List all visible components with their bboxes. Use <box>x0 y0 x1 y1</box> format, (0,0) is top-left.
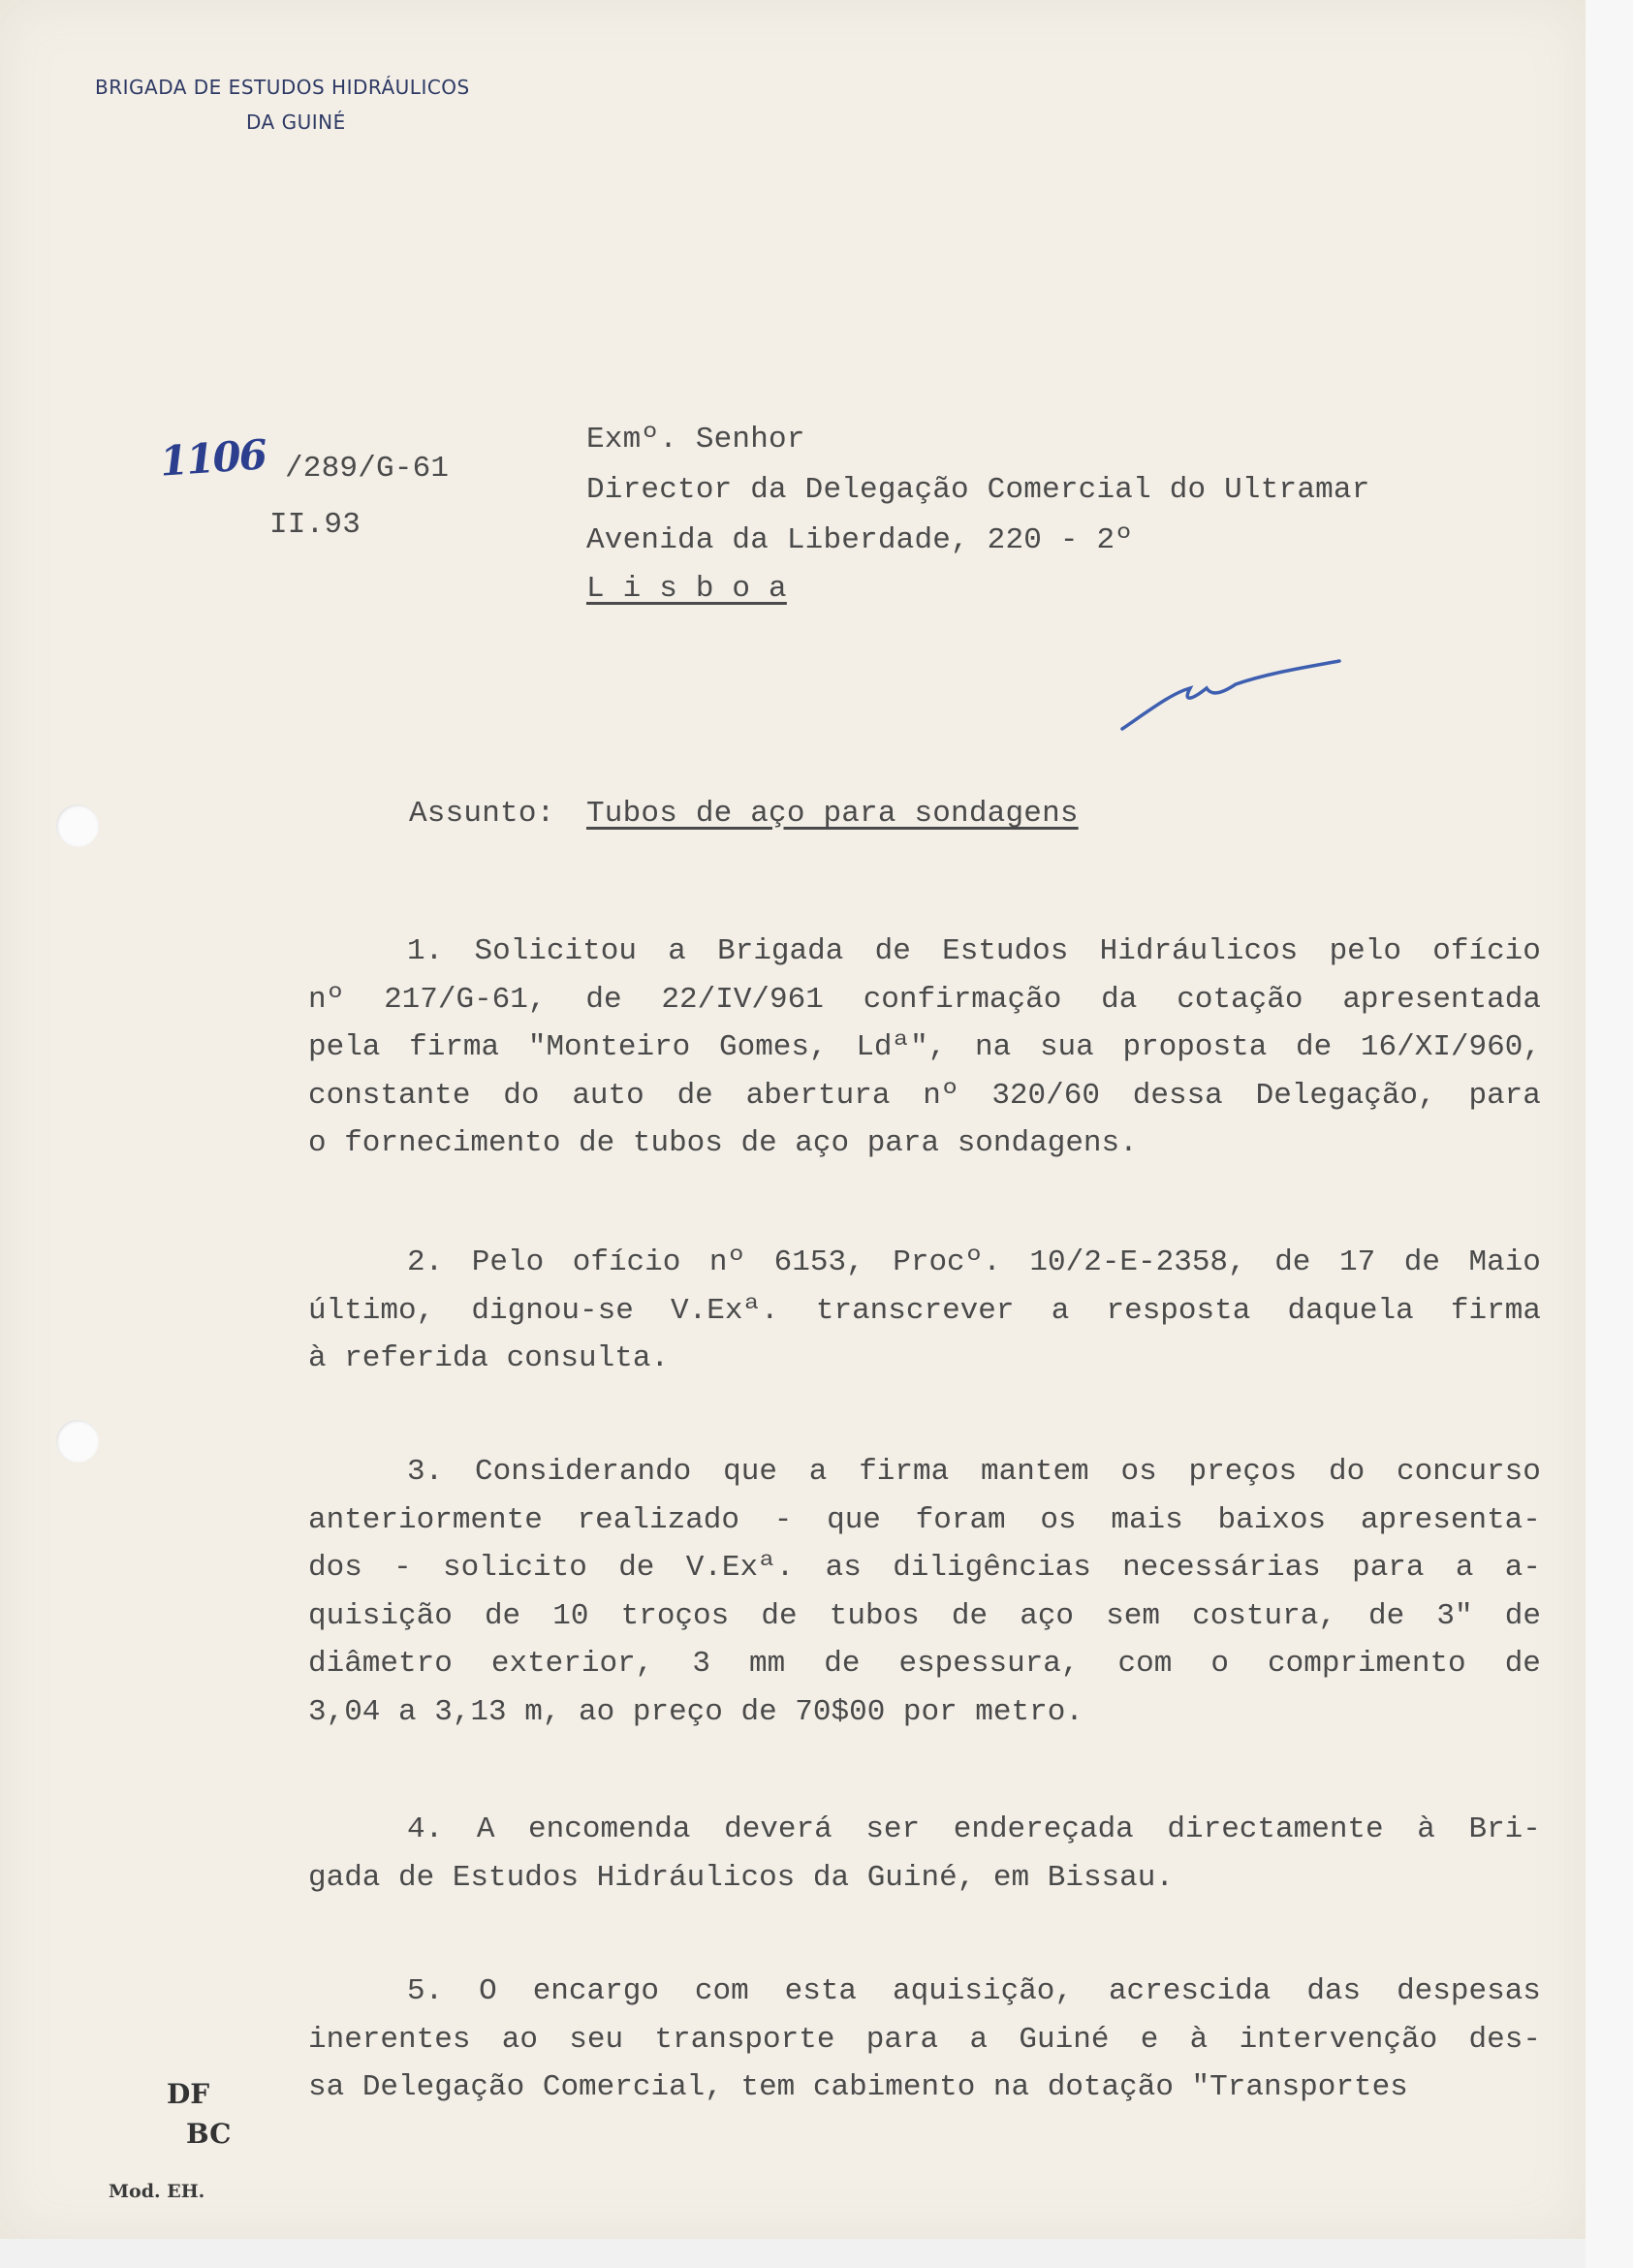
scan-margin <box>1586 0 1633 2268</box>
word: Considerando <box>475 1455 692 1489</box>
handwritten-reference-number: 1106 <box>158 430 267 486</box>
word: resposta <box>1106 1293 1251 1328</box>
word: 320/60 <box>991 1078 1100 1113</box>
word: metro. <box>975 1694 1083 1729</box>
word: concurso <box>1397 1455 1541 1489</box>
word: diligências <box>893 1551 1091 1585</box>
word: pelo <box>1329 934 1401 968</box>
word: 3 <box>692 1647 710 1681</box>
word: directamente <box>1167 1812 1384 1846</box>
word: com <box>1117 1647 1173 1681</box>
paragraph-line <box>308 1119 1541 1168</box>
word: da <box>812 1860 850 1895</box>
recipient-address: Avenida da Liberdade, 220 - 2º <box>586 523 1134 557</box>
word: 70$00 <box>795 1694 886 1729</box>
word: Estudos <box>942 934 1069 968</box>
word: de <box>740 1126 777 1160</box>
word: firma <box>859 1455 950 1489</box>
word: de <box>676 1078 713 1113</box>
word: O <box>479 1974 497 2008</box>
initials-line-2: BC <box>186 2118 232 2150</box>
word: proposta <box>1122 1030 1268 1064</box>
word: "Monteiro <box>527 1030 691 1064</box>
initials-line-1: DF <box>167 2078 210 2110</box>
word: de <box>1504 1598 1541 1633</box>
word: de <box>585 982 622 1017</box>
word: nº <box>708 1245 746 1279</box>
word: cotação <box>1177 982 1303 1017</box>
word: com <box>694 1974 749 2008</box>
word: de <box>618 1551 655 1585</box>
word: preços <box>1188 1455 1298 1489</box>
word: de <box>824 1647 861 1681</box>
word: sa <box>308 2070 345 2104</box>
word: gada <box>308 1860 381 1895</box>
paragraph-line <box>308 1024 1541 1072</box>
word: seu <box>569 2022 624 2057</box>
word: constante <box>308 1078 471 1113</box>
word: tem <box>740 2070 796 2104</box>
word: troços <box>620 1598 730 1633</box>
word: à <box>1417 1812 1435 1846</box>
word: mais <box>1111 1502 1183 1537</box>
word: Procº. <box>893 1245 1001 1279</box>
word: consulta. <box>506 1341 670 1375</box>
word: necessárias <box>1122 1551 1321 1585</box>
reference-code: /289/G-61 <box>285 452 450 486</box>
paragraph-line <box>308 1806 1541 1854</box>
word: de <box>398 1860 435 1895</box>
word: por <box>902 1694 958 1729</box>
word: aço <box>795 1126 850 1160</box>
subject-text: Tubos de aço para sondagens <box>586 797 1079 831</box>
word: des- <box>1468 2022 1541 2057</box>
word: as <box>825 1551 862 1585</box>
word: acrescida <box>1108 1974 1272 2008</box>
word: quisição <box>308 1598 453 1633</box>
word: de <box>1368 1598 1405 1633</box>
word: que <box>723 1455 777 1489</box>
word: apresenta- <box>1360 1502 1541 1537</box>
word: Delegação <box>361 2070 525 2104</box>
word: 17 <box>1338 1245 1376 1279</box>
paragraph-line <box>308 2016 1541 2064</box>
paragraph-line <box>308 1335 1541 1383</box>
word: de <box>1403 1245 1440 1279</box>
reference-file: II.93 <box>269 508 361 542</box>
word: 3" <box>1436 1598 1473 1633</box>
word: Bissau. <box>1047 1860 1174 1895</box>
word: 217/G-61, <box>384 982 547 1017</box>
word: 6153, <box>773 1245 864 1279</box>
word: da <box>1101 982 1138 1017</box>
word: apresentada <box>1342 982 1541 1017</box>
punch-hole-lower <box>56 1420 99 1463</box>
word: 16/XI/960, <box>1360 1030 1541 1064</box>
word: os <box>1120 1455 1157 1489</box>
paragraph-5 <box>308 1968 1541 2112</box>
word: costura, <box>1192 1598 1336 1633</box>
word: de <box>874 934 911 968</box>
word: Brigada <box>717 934 844 968</box>
paragraph-line <box>308 1640 1541 1688</box>
word: do <box>503 1078 540 1113</box>
paragraph-line <box>308 1239 1541 1287</box>
word: encomenda <box>528 1812 691 1846</box>
word: aquisição, <box>892 1974 1074 2008</box>
letterhead-line-1: BRIGADA DE ESTUDOS HIDRÁULICOS <box>95 76 470 99</box>
word: na <box>975 1030 1012 1064</box>
word: dos <box>308 1551 362 1585</box>
word: abertura <box>745 1078 891 1113</box>
paragraph-line <box>308 1072 1541 1120</box>
word: "Transportes <box>1191 2070 1408 2104</box>
word: exterior, <box>490 1647 654 1681</box>
word: 10 <box>552 1598 589 1633</box>
paragraph-2 <box>308 1239 1541 1383</box>
word: 1. <box>407 934 444 968</box>
scan-bottom-margin <box>0 2239 1586 2268</box>
word: 2. <box>407 1245 444 1279</box>
word: deverá <box>724 1812 832 1846</box>
paragraph-line <box>308 928 1541 976</box>
word: esta <box>784 1974 858 2008</box>
word: Hidráulicos <box>1099 934 1299 968</box>
word: de <box>761 1598 798 1633</box>
recipient-title: Director da Delegação Comercial do Ultramar <box>586 473 1370 507</box>
word: 3,04 <box>308 1694 381 1729</box>
word: e <box>1140 2022 1159 2057</box>
word: tubos <box>632 1126 723 1160</box>
word: referida <box>344 1341 489 1375</box>
paragraph-line <box>308 1688 1541 1737</box>
word: que <box>827 1502 881 1537</box>
paragraph-1 <box>308 928 1541 1168</box>
paragraph-line <box>308 1448 1541 1496</box>
word: Ldª", <box>856 1030 947 1064</box>
word: solicito <box>443 1551 587 1585</box>
word: - <box>393 1551 412 1585</box>
subject-label: Assunto: <box>409 797 555 831</box>
word: preço <box>632 1694 723 1729</box>
paragraph-line <box>308 2063 1541 2112</box>
word: de <box>1274 1245 1311 1279</box>
word: baixos <box>1217 1502 1327 1537</box>
word: V.Exª. <box>671 1293 779 1328</box>
word: despesas <box>1397 1974 1541 2008</box>
word: a <box>808 1455 828 1489</box>
word: espessura, <box>898 1647 1080 1681</box>
word: o <box>308 1126 327 1160</box>
word: 3,13 <box>434 1694 507 1729</box>
word: Guiné <box>1019 2022 1110 2057</box>
paragraph-line <box>308 1968 1541 2016</box>
word: ofício <box>572 1245 681 1279</box>
word: daquela <box>1287 1293 1414 1328</box>
word: Solicitou <box>474 934 637 968</box>
paragraph-3 <box>308 1448 1541 1736</box>
word: dessa <box>1132 1078 1223 1113</box>
pen-stroke-mark <box>1115 649 1347 737</box>
word: 4. <box>407 1812 444 1846</box>
word: Hidráulicos <box>596 1860 796 1895</box>
paragraph-line <box>308 1496 1541 1545</box>
paragraph-line <box>308 976 1541 1024</box>
word: a <box>969 2022 989 2057</box>
word: sua <box>1039 1030 1094 1064</box>
word: a <box>668 934 686 968</box>
word: o <box>1210 1647 1229 1681</box>
word: Estudos <box>452 1860 580 1895</box>
punch-hole-upper <box>56 804 99 847</box>
word: para <box>1468 1078 1541 1113</box>
word: para <box>865 2022 939 2057</box>
word: confirmação <box>863 982 1062 1017</box>
word: ser <box>865 1812 921 1846</box>
word: pela <box>308 1030 381 1064</box>
word: V.Exª. <box>685 1551 795 1585</box>
word: realizado <box>577 1502 740 1537</box>
word: Delegação, <box>1255 1078 1436 1113</box>
word: 5. <box>407 1974 444 2008</box>
form-model-code: Mod. EH. <box>109 2181 205 2202</box>
paragraph-4 <box>308 1806 1541 1902</box>
word: - <box>773 1502 793 1537</box>
word: endereçada <box>953 1812 1134 1846</box>
word: A <box>476 1812 495 1846</box>
word: firma <box>409 1030 500 1064</box>
word: transcrever <box>815 1293 1015 1328</box>
word: a <box>1051 1293 1070 1328</box>
word: fornecimento <box>344 1126 561 1160</box>
word: 22/IV/961 <box>661 982 824 1017</box>
word: de <box>484 1598 521 1633</box>
word: a- <box>1504 1551 1541 1585</box>
word: m, <box>524 1694 561 1729</box>
word: de <box>1504 1647 1541 1681</box>
word: dignou-se <box>471 1293 634 1328</box>
word: último, <box>308 1293 435 1328</box>
word: de <box>951 1598 989 1633</box>
word: tubos <box>829 1598 920 1633</box>
recipient-salutation: Exmº. Senhor <box>586 423 805 457</box>
word: a <box>1455 1551 1474 1585</box>
word: inerentes <box>308 2022 471 2057</box>
word: das <box>1306 1974 1362 2008</box>
word: em <box>992 1860 1030 1895</box>
word: encargo <box>532 1974 659 2008</box>
word: aço <box>1020 1598 1075 1633</box>
word: Bri- <box>1468 1812 1541 1846</box>
word: para <box>1352 1551 1425 1585</box>
word: ofício <box>1432 934 1541 968</box>
word: Maio <box>1468 1245 1541 1279</box>
letterhead-line-2: DA GUINÉ <box>246 110 346 134</box>
word: mm <box>748 1647 786 1681</box>
word: ao <box>501 2022 538 2057</box>
word: sem <box>1106 1598 1160 1633</box>
word: transporte <box>654 2022 835 2057</box>
word: para <box>866 1126 940 1160</box>
word: de <box>579 1126 615 1160</box>
word: dotação <box>1047 2070 1174 2104</box>
paragraph-line <box>308 1544 1541 1592</box>
word: ao <box>579 1694 615 1729</box>
word: sondagens. <box>957 1126 1138 1160</box>
word: de <box>1296 1030 1333 1064</box>
word: do <box>1329 1455 1366 1489</box>
word: auto <box>572 1078 644 1113</box>
word: intervenção <box>1239 2022 1438 2057</box>
word: nº <box>308 982 345 1017</box>
word: firma <box>1450 1293 1541 1328</box>
word: mantem <box>981 1455 1089 1489</box>
paragraph-line <box>308 1287 1541 1336</box>
word: comprimento <box>1268 1647 1466 1681</box>
paragraph-line <box>308 1854 1541 1903</box>
word: nº <box>923 1078 959 1113</box>
word: à <box>308 1341 327 1375</box>
word: 3. <box>407 1455 444 1489</box>
word: Guiné, <box>866 1860 976 1895</box>
word: a <box>398 1694 417 1729</box>
word: foram <box>915 1502 1006 1537</box>
word: Pelo <box>471 1245 545 1279</box>
word: Comercial, <box>542 2070 723 2104</box>
word: à <box>1189 2022 1209 2057</box>
word: 10/2-E-2358, <box>1029 1245 1246 1279</box>
recipient-city: L i s b o a <box>586 572 787 606</box>
word: os <box>1040 1502 1077 1537</box>
word: na <box>992 2070 1030 2104</box>
word: Gomes, <box>718 1030 828 1064</box>
word: anteriormente <box>308 1502 543 1537</box>
paragraph-line <box>308 1592 1541 1641</box>
word: de <box>740 1694 777 1729</box>
word: cabimento <box>812 2070 976 2104</box>
word: diâmetro <box>308 1647 453 1681</box>
